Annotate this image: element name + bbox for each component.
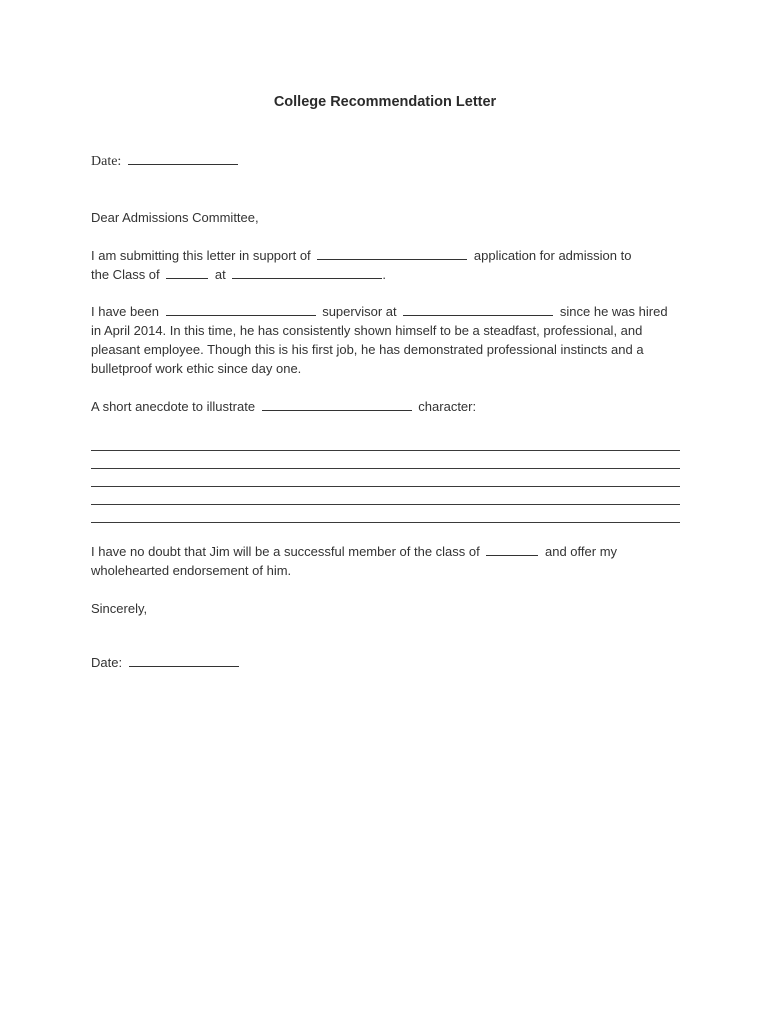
- page-title: College Recommendation Letter: [273, 94, 497, 110]
- closing-text-b: and offer my: [545, 544, 618, 559]
- p1-text-d: at: [214, 267, 226, 282]
- anecdote-line: [91, 397, 476, 416]
- p2-text-c: since he was hired: [559, 304, 668, 319]
- paragraph-2-line-3: pleasant employee. Though this is his first job, he has demonstrated professional instincts and a: [91, 342, 644, 357]
- paragraph-1-line-1: [91, 246, 631, 265]
- anecdote-text-a: A short anecdote to illustrate: [91, 399, 256, 414]
- date-line-top: [91, 152, 241, 171]
- date-line-bottom: [91, 653, 242, 672]
- closing-line-2: wholehearted endorsement of him.: [91, 563, 292, 578]
- anecdote-text-b: character:: [418, 399, 477, 414]
- date-blank-top[interactable]: [128, 152, 238, 165]
- p2-text-a: I have been: [91, 304, 159, 319]
- paragraph-2-line-1: [91, 302, 668, 321]
- date-label-bottom: Date:: [91, 655, 123, 670]
- p1-text-e: .: [382, 267, 386, 282]
- date-label-top: Date:: [91, 154, 122, 169]
- anecdote-writing-line[interactable]: [91, 504, 680, 505]
- date-blank-bottom[interactable]: [129, 654, 239, 667]
- closing-text-a: I have no doubt that Jim will be a successful member of the class of: [91, 544, 480, 559]
- salutation: Dear Admissions Committee,: [91, 210, 259, 225]
- anecdote-name-blank[interactable]: [262, 398, 412, 411]
- class-of-blank[interactable]: [486, 543, 538, 556]
- paragraph-2-line-4: bulletproof work ethic since day one.: [91, 361, 302, 376]
- paragraph-2-line-2: in April 2014. In this time, he has consistently shown himself to be a steadfast, professional, and: [91, 323, 643, 338]
- anecdote-writing-line[interactable]: [91, 450, 680, 451]
- applicant-name-blank[interactable]: [317, 247, 467, 260]
- anecdote-writing-line[interactable]: [91, 468, 680, 469]
- institution-blank[interactable]: [232, 266, 382, 279]
- class-year-blank[interactable]: [166, 266, 208, 279]
- anecdote-writing-line[interactable]: [91, 522, 680, 523]
- p1-text-b: application for admission to: [473, 248, 632, 263]
- anecdote-writing-line[interactable]: [91, 486, 680, 487]
- p1-text-c: the Class of: [91, 267, 160, 282]
- signoff: Sincerely,: [91, 601, 148, 616]
- company-blank[interactable]: [403, 303, 553, 316]
- relationship-blank[interactable]: [166, 303, 316, 316]
- closing-line-1: [91, 542, 617, 561]
- paragraph-1-line-2: [91, 265, 386, 284]
- p2-text-b: supervisor at: [322, 304, 397, 319]
- p1-text-a: I am submitting this letter in support of: [91, 248, 311, 263]
